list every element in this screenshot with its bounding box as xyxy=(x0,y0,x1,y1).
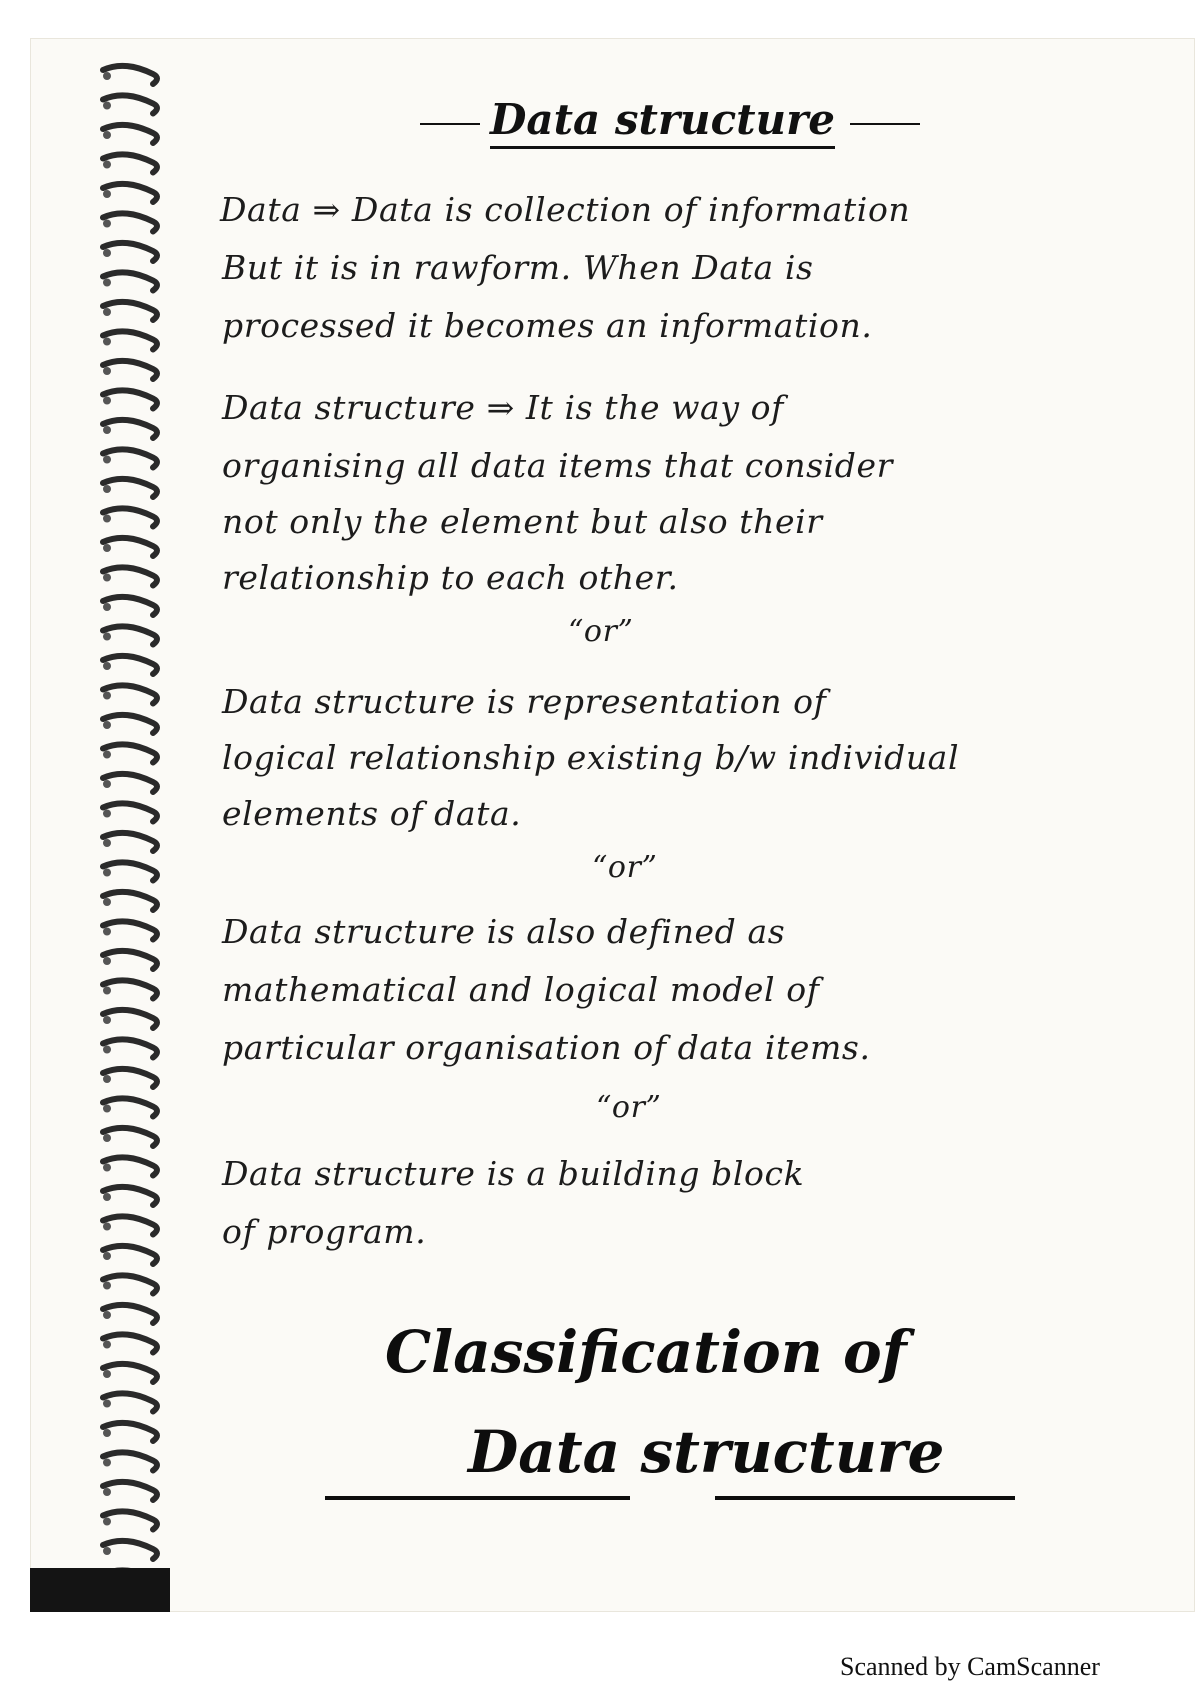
section-heading-line1: Classification of xyxy=(385,1318,907,1386)
text-line: logical relationship existing b/w individual xyxy=(222,738,960,777)
page-title: Data structure xyxy=(490,95,835,149)
page-heading xyxy=(420,95,940,155)
section-heading-line2: Data structure xyxy=(468,1418,945,1486)
text-line: of program. xyxy=(222,1212,427,1251)
or-separator: “or” xyxy=(592,850,658,885)
heading-underline-right xyxy=(715,1496,1015,1500)
text-line: Data ⇒ Data is collection of information xyxy=(220,190,911,229)
text-line: relationship to each other. xyxy=(222,558,679,597)
or-separator: “or” xyxy=(596,1090,662,1125)
heading-underline-left xyxy=(325,1496,630,1500)
left-arrow-icon xyxy=(420,123,480,125)
text-line: particular organisation of data items. xyxy=(222,1028,871,1067)
or-separator: “or” xyxy=(568,614,634,649)
text-line: Data structure ⇒ It is the way of xyxy=(222,388,784,427)
text-line: processed it becomes an information. xyxy=(222,306,873,345)
text-line: Data structure is a building block xyxy=(222,1154,805,1193)
scanner-watermark: Scanned by CamScanner xyxy=(840,1652,1100,1681)
page-edge-shadow xyxy=(30,1568,170,1612)
spiral-binding-icon xyxy=(95,40,190,1600)
text-line: mathematical and logical model of xyxy=(222,970,820,1009)
text-line: not only the element but also their xyxy=(222,502,823,541)
text-line: organising all data items that consider xyxy=(222,446,894,485)
text-line: Data structure is also defined as xyxy=(222,912,786,951)
text-line: Data structure is representation of xyxy=(222,682,827,721)
right-arrow-icon xyxy=(850,123,920,125)
text-line: But it is in rawform. When Data is xyxy=(222,248,814,287)
text-line: elements of data. xyxy=(222,794,522,833)
